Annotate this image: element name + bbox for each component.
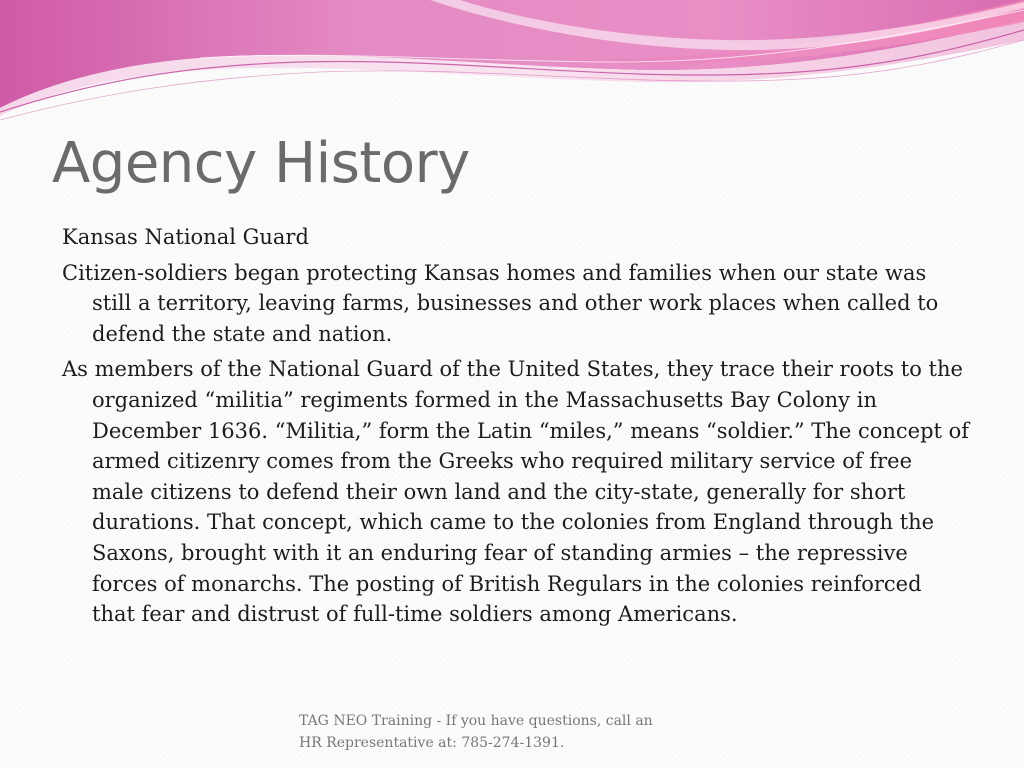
- paragraph-citizen-soldiers: Citizen-soldiers began protecting Kansas homes and families when our state was still a territory, leaving farms, businesses and other work places when called to defend the state and nation.: [62, 260, 939, 346]
- header-wave-decoration: [0, 0, 1024, 130]
- paragraph-militia-history: As members of the National Guard of the United States, they trace their roots to the organized “militia” regiments formed in the Massachusetts Bay Colony in December 1636. “Militia,” form the Latin “miles,” means “soldier.” The concept of armed citizenry comes from the Greeks who required military service of free male citizens to defend their own land and the city-state, generally for short durations. That concept, which came to the colonies from England through the Saxons, brought with it an enduring fear of standing armies – the repressive forces of monarchs. The posting of British Regulars in the colonies reinforced that fear and distrust of full-time soldiers among Americans.: [62, 357, 970, 627]
- footer-line-2: HR Representative at: 785-274-1391.: [299, 735, 565, 751]
- slide-title: Agency History: [52, 131, 470, 196]
- footer-line-1: TAG NEO Training - If you have questions, call an: [299, 713, 653, 729]
- slide-body: [62, 222, 970, 635]
- slide-footer: [299, 710, 699, 754]
- paragraph-heading: Kansas National Guard: [62, 225, 309, 249]
